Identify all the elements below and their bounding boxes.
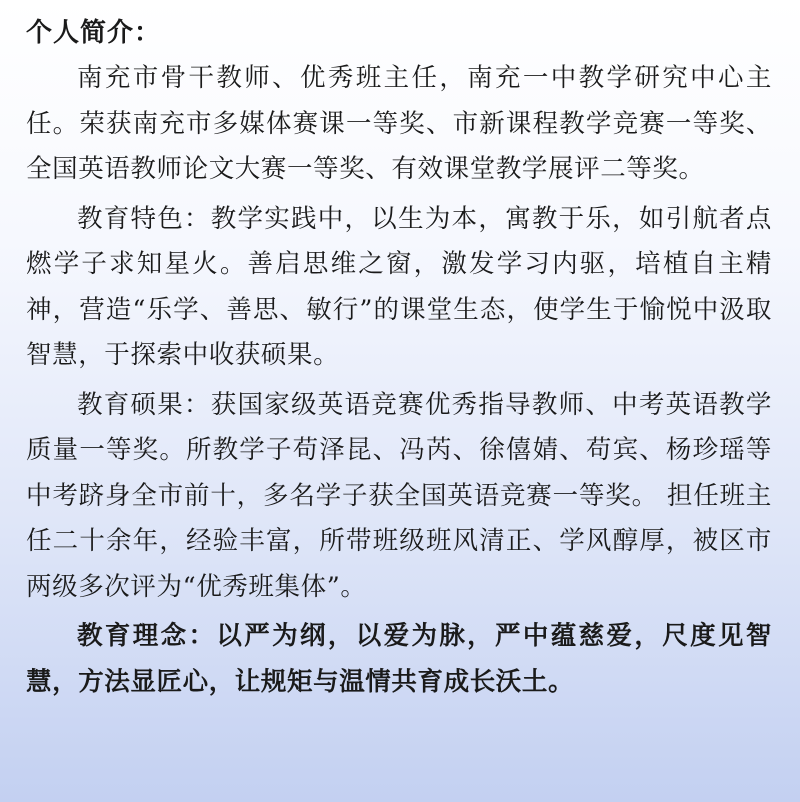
teaching-features-paragraph: 教育特色：教学实践中，以生为本，寓教于乐，如引航者点燃学子求知星火。善启思维之窗，激发学习内驱，培植自主精神，营造“乐学、善思、敏行”的课堂生态，使学生于愉悦中汲取智慧，于探索中收获硕果。 xyxy=(26,203,772,370)
profile-intro-paragraph: 南充市骨干教师、优秀班主任，南充一中教学研究中心主任。荣获南充市多媒体赛课一等奖、市新课程教学竞赛一等奖、全国英语教师论文大赛一等奖、有效课堂教学展评二等奖。 xyxy=(26,63,772,184)
teaching-achievements-paragraph: 教育硕果：获国家级英语竞赛优秀指导教师、中考英语教学质量一等奖。所教学子苟泽昆、冯芮、徐僖婧、苟宾、杨珍瑶等中考跻身全市前十，多名学子获全国英语竞赛一等奖。 担任班主任二十余年，经验丰富，所带班级班风清正、学风醇厚，被区市两级多次评为“优秀班集体”。 xyxy=(26,389,772,602)
teaching-philosophy-paragraph: 教育理念：以严为纲，以爱为脉，严中蕴慈爱，尺度见智慧，方法显匠心，让规矩与温情共育成长沃土。 xyxy=(26,621,772,697)
section-heading: 个人简介： xyxy=(26,18,162,48)
